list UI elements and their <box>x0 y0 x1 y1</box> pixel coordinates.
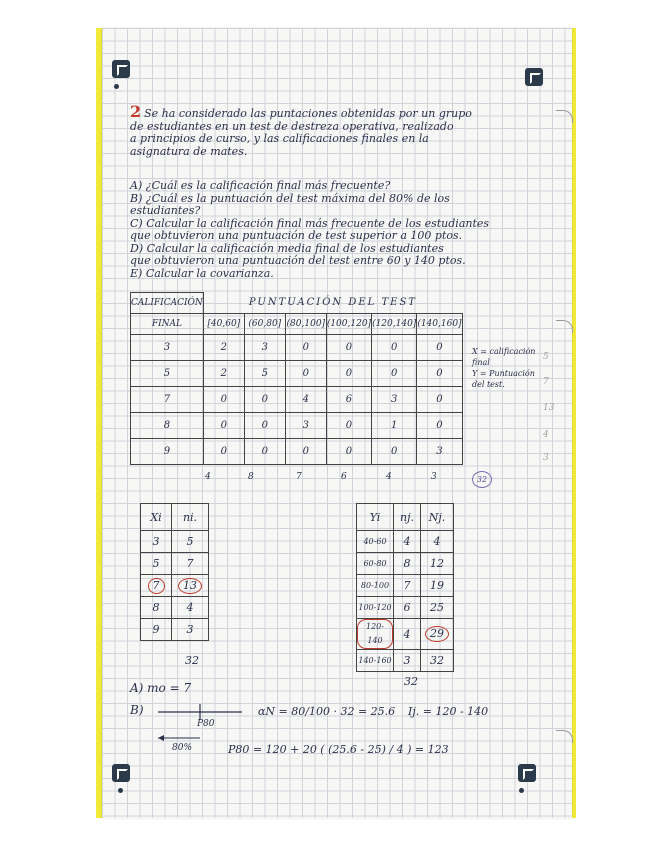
table-cell: 0 <box>326 439 371 465</box>
table-cell: 2 <box>203 361 244 387</box>
column-header: nj. <box>394 504 421 531</box>
problem-line: de estudiantes en un test de destreza operativa, realizado <box>130 119 454 133</box>
table-cell: 19 <box>421 575 454 597</box>
column-total: 3 <box>431 472 437 482</box>
table-cell: 4 <box>394 619 421 650</box>
table-cell <box>421 619 454 650</box>
table-cell: 6 <box>394 597 421 619</box>
corner-marker-top-left <box>112 60 130 78</box>
answer-a: A) mo = 7 <box>130 681 192 695</box>
table-cell: 0 <box>417 361 462 387</box>
table-cell: 0 <box>285 361 326 387</box>
alpha-n-formula: αN = 80/100 · 32 = 25.6 <box>258 705 396 718</box>
problem-line: a principios de curso, y las calificaciones finales en la <box>130 132 429 145</box>
column-header: (120,140] <box>372 314 417 335</box>
interval-formula: Ij. = 120 - 140 <box>408 705 489 718</box>
question-line: estudiantes? <box>130 204 201 217</box>
row-value: 3 <box>131 335 204 361</box>
table-row <box>131 413 463 439</box>
grand-total-circle: 32 <box>472 471 492 488</box>
question-line: D) Calcular la calificación media final de los estudiantes <box>130 241 444 255</box>
row-total-faint: 3 <box>543 453 549 463</box>
table-row <box>131 335 463 361</box>
p80-formula: P80 = 120 + 20 ( (25.6 - 25) / 4 ) = 123 <box>228 743 449 756</box>
group-header: PUNTUACIÓN DEL TEST <box>203 293 462 314</box>
question-line: B) ¿Cuál es la puntuación del test máxima del 80% de los <box>130 191 450 205</box>
arrow-head-icon <box>158 735 164 741</box>
p80-marker-label: P80 <box>197 719 215 729</box>
mode-circle-x: 7 <box>148 578 165 594</box>
table-cell: 3 <box>417 439 462 465</box>
legend-line: X = calificación <box>472 347 536 356</box>
table-cell: 7 <box>172 553 209 575</box>
table-cell: 6 <box>326 387 371 413</box>
legend-line: Y = Puntuación <box>472 369 535 378</box>
legend-line: final <box>472 358 490 367</box>
corner-marker-top-right <box>525 68 543 86</box>
table-cell: 3 <box>172 619 209 641</box>
table-cell: 0 <box>372 361 417 387</box>
row-total-faint: 7 <box>543 377 549 387</box>
problem-line: Se ha considerado las puntaciones obtenidas por un grupo <box>144 107 472 120</box>
question-line: que obtuvieron una puntuación de test superior a 100 ptos. <box>130 229 463 242</box>
table-cell: 2 <box>203 335 244 361</box>
table-cell: 0 <box>417 413 462 439</box>
table-row <box>131 361 463 387</box>
column-header: Xi <box>141 504 172 531</box>
column-header: (140,160] <box>417 314 462 335</box>
column-total: 4 <box>386 472 392 482</box>
table-cell: 0 <box>203 387 244 413</box>
row-value: 5 <box>131 361 204 387</box>
table-cell: 3 <box>244 335 285 361</box>
column-header: [40,60] <box>203 314 244 335</box>
question-line: A) ¿Cuál es la calificación final más frecuente? <box>130 179 391 192</box>
table-cell <box>141 575 172 597</box>
row-total-faint: 5 <box>543 352 549 362</box>
question-line: E) Calcular la covarianza. <box>130 266 274 280</box>
row-value: 9 <box>131 439 204 465</box>
question-line: que obtuvieron una puntuación del test entre 60 y 140 ptos. <box>130 254 466 267</box>
corner-dot <box>114 84 119 89</box>
mode-circle-n: 13 <box>178 578 202 594</box>
table-cell: 12 <box>421 553 454 575</box>
table-cell: 8 <box>141 597 172 619</box>
contingency-table <box>130 292 463 465</box>
eighty-percent-label: 80% <box>172 743 193 753</box>
column-header: ni. <box>172 504 209 531</box>
corner-marker-bottom-left <box>112 764 130 782</box>
table-cell: 0 <box>326 335 371 361</box>
table-cell: 5 <box>244 361 285 387</box>
table-cell <box>357 619 394 650</box>
table-cell: 5 <box>172 531 209 553</box>
column-header: (100,120] <box>326 314 371 335</box>
question-line: C) Calcular la calificación final más frecuente de los estudiantes <box>130 216 490 230</box>
row-value: 7 <box>131 387 204 413</box>
table-cell: 0 <box>372 439 417 465</box>
table-cell: 4 <box>421 531 454 553</box>
table-cell: 4 <box>285 387 326 413</box>
corner-dot <box>519 788 524 793</box>
table-cell: 3 <box>372 387 417 413</box>
table-cell: 140-160 <box>357 650 394 672</box>
column-total: 7 <box>296 472 302 482</box>
questions-list <box>130 180 489 280</box>
corner-marker-bottom-right <box>518 764 536 782</box>
row-header-bottom: FINAL <box>131 314 204 335</box>
table-cell: 0 <box>417 335 462 361</box>
table-cell: 0 <box>285 335 326 361</box>
problem-number: 2 <box>130 102 142 121</box>
table-cell: 0 <box>244 439 285 465</box>
table-row <box>131 387 463 413</box>
table-cell <box>172 575 209 597</box>
table-row <box>131 439 463 465</box>
table-cell: 3 <box>394 650 421 672</box>
row-total-faint: 13 <box>543 403 555 413</box>
table-cell: 0 <box>203 439 244 465</box>
table-cell: 0 <box>326 361 371 387</box>
problem-statement <box>130 102 472 158</box>
table-cell: 0 <box>285 439 326 465</box>
table-cell: 32 <box>421 650 454 672</box>
table-cell: 0 <box>372 335 417 361</box>
variable-legend <box>472 346 535 390</box>
column-header: (60,80] <box>244 314 285 335</box>
table-cell: 25 <box>421 597 454 619</box>
table-cell: 4 <box>394 531 421 553</box>
table-cell: 0 <box>244 387 285 413</box>
table-x-total: 32 <box>185 654 199 667</box>
legend-line: del test. <box>472 380 505 389</box>
table-cell: 100-120 <box>357 597 394 619</box>
row-value: 8 <box>131 413 204 439</box>
table-cell: 60-80 <box>357 553 394 575</box>
column-total: 6 <box>341 472 347 482</box>
column-header: Yi <box>357 504 394 531</box>
table-cell: 7 <box>394 575 421 597</box>
table-cell: 9 <box>141 619 172 641</box>
table-cell: 8 <box>394 553 421 575</box>
table-cell: 4 <box>172 597 209 619</box>
column-total: 4 <box>205 472 211 482</box>
problem-line: asignatura de mates. <box>130 144 248 158</box>
column-total: 8 <box>248 472 254 482</box>
table-cell: 40-60 <box>357 531 394 553</box>
frequency-table-y <box>356 503 454 672</box>
row-header-top: CALIFICACIÓN <box>131 293 204 314</box>
table-cell: 1 <box>372 413 417 439</box>
table-cell: 3 <box>285 413 326 439</box>
column-header: Nj. <box>421 504 454 531</box>
row-total-faint: 4 <box>543 430 549 440</box>
column-header: (80,100] <box>285 314 326 335</box>
corner-dot <box>118 788 123 793</box>
table-cell: 3 <box>141 531 172 553</box>
table-y-total: 32 <box>404 675 418 688</box>
frequency-table-x <box>140 503 209 641</box>
table-cell: 0 <box>326 413 371 439</box>
table-cell: 80-100 <box>357 575 394 597</box>
p80-interval-circle: 120-140 <box>357 619 393 649</box>
answer-b-label: B) <box>130 703 144 717</box>
table-cell: 5 <box>141 553 172 575</box>
table-cell: 0 <box>244 413 285 439</box>
cumulative-circle: 29 <box>425 626 449 642</box>
table-cell: 0 <box>203 413 244 439</box>
table-cell: 0 <box>417 387 462 413</box>
